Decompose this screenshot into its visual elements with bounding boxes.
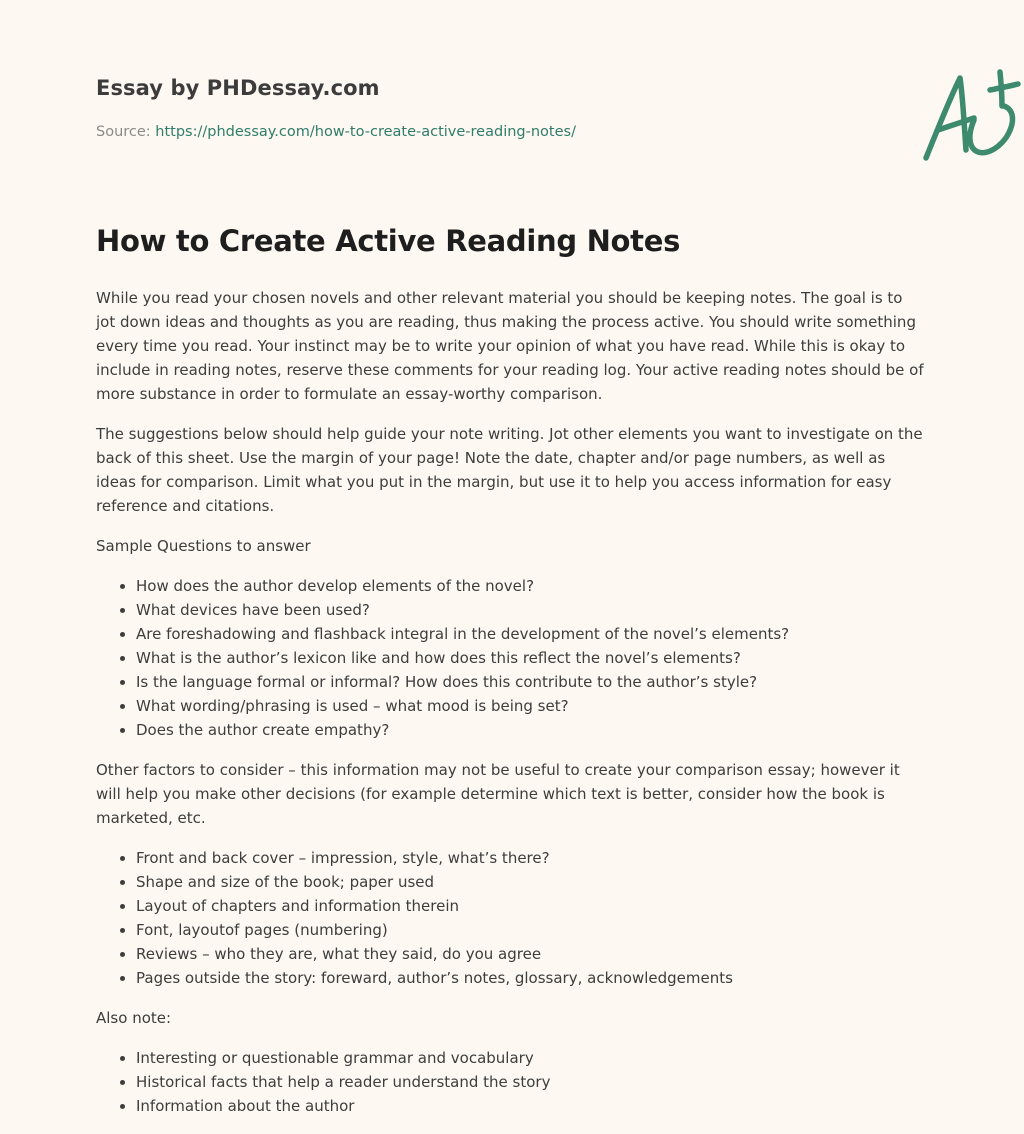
list-item: • Shape and size of the book; paper used <box>136 870 926 894</box>
list-item: • Layout of chapters and information therein <box>136 894 926 918</box>
site-brand: Essay by PHDessay.com <box>96 76 380 100</box>
source-line <box>96 124 576 140</box>
source-link[interactable]: https://phdessay.com/how-to-create-active-reading-notes/ <box>155 124 576 140</box>
list-item: • What devices have been used? <box>136 598 926 622</box>
list-item: • Pages outside the story: foreward, author’s notes, glossary, acknowledgements <box>136 966 926 990</box>
also-note-heading: Also note: <box>96 1009 172 1027</box>
list-item: • What wording/phrasing is used – what mood is being set? <box>136 694 926 718</box>
list-item: • Are foreshadowing and flashback integral in the development of the novel’s elements? <box>136 622 926 646</box>
list-item: • How does the author develop elements of the novel? <box>136 574 926 598</box>
list-item: • Reviews – who they are, what they said, do you agree <box>136 942 926 966</box>
factors-list <box>96 846 926 990</box>
list-item: • Font, layoutof pages (numbering) <box>136 918 926 942</box>
questions-list <box>96 574 926 742</box>
article-body <box>96 286 926 1134</box>
list-item: • Is the language formal or informal? How does this contribute to the author’s style? <box>136 670 926 694</box>
list-item: • Historical facts that help a reader understand the story <box>136 1070 926 1094</box>
list-item: • What is the author’s lexicon like and how does this reflect the novel’s elements? <box>136 646 926 670</box>
questions-heading: Sample Questions to answer <box>96 537 311 555</box>
intro-paragraph: While you read your chosen novels and other relevant material you should be keeping notes. The goal is to jot down ideas and thoughts as you are reading, thus making the process active. You should write something every time you read. Your instinct may be to write your opinion of what you have read. While this is okay to include in reading notes, reserve these comments for your reading log. Your active reading notes should be of more substance in order to formulate an essay-worthy comparison. <box>96 289 924 403</box>
list-item: • Does the author create empathy? <box>136 718 926 742</box>
guide-paragraph: The suggestions below should help guide your note writing. Jot other elements you want to investigate on the back of this sheet. Use the margin of your page! Note the date, chapter and/or page numbers, as well as ideas for comparison. Limit what you put in the margin, but use it to help you access information for easy reference and citations. <box>96 425 923 515</box>
list-item: • Information about the author <box>136 1094 926 1118</box>
also-note-list <box>96 1046 926 1118</box>
list-item: • Front and back cover – impression, style, what’s there? <box>136 846 926 870</box>
source-label: Source: <box>96 124 156 140</box>
a-plus-logo-icon <box>916 68 1024 166</box>
page-title: How to Create Active Reading Notes <box>96 224 681 258</box>
factors-paragraph: Other factors to consider – this information may not be useful to create your comparison essay; however it will help you make other decisions (for example determine which text is better, consider how the book is marketed, etc. <box>96 761 900 827</box>
list-item: • Interesting or questionable grammar and vocabulary <box>136 1046 926 1070</box>
